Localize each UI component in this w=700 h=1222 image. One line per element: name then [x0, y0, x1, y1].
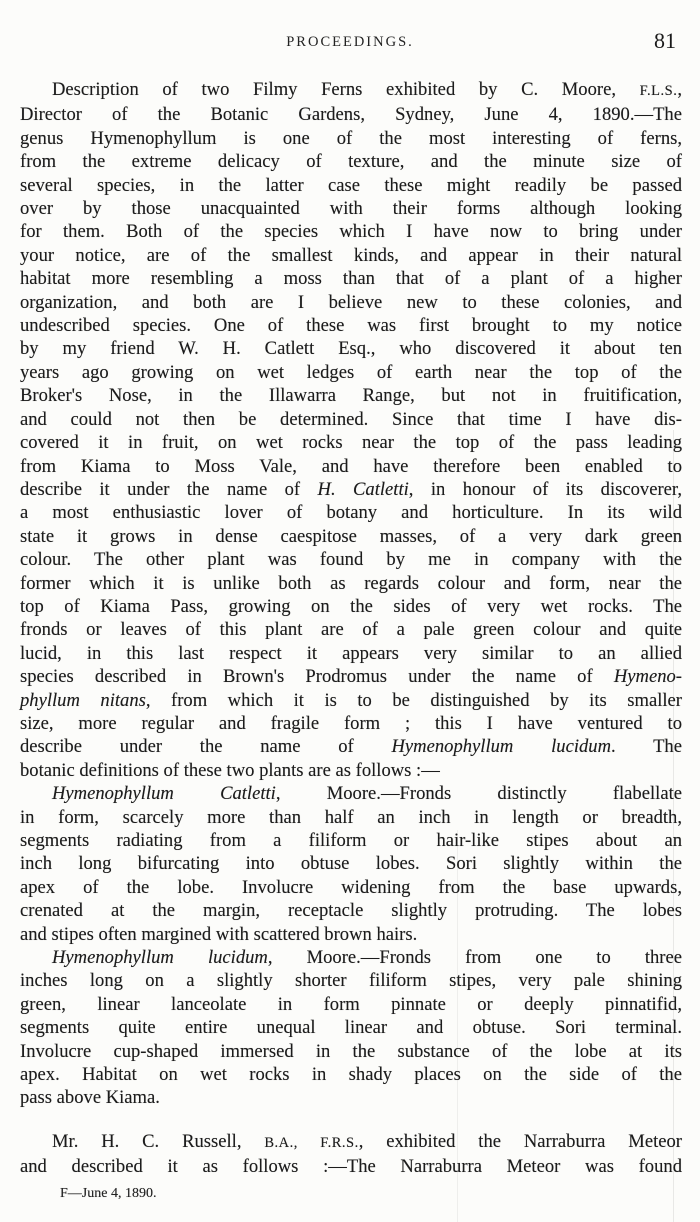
body-text: state it grows in dense caespitose masses, of a very dark green — [20, 525, 682, 547]
italic-text: phyllum nitans — [20, 689, 146, 711]
italic-text: Hymeno- — [613, 666, 682, 688]
text-line — [20, 78, 682, 103]
text-line — [20, 127, 682, 150]
italic-text: Hymenophyllum Catletti — [52, 783, 276, 805]
italic-text: Hymenophyllum lucidum — [391, 736, 612, 758]
body-text: a most enthusiastic lover of botany and horticulture. In its wild — [20, 502, 682, 524]
body-text: inch long bifurcating into obtuse lobes. Sori slightly within the — [20, 853, 682, 875]
page-body — [20, 78, 682, 1179]
scan-artifact-line — [673, 430, 674, 1222]
running-title: PROCEEDINGS. — [286, 34, 414, 50]
text-line — [20, 478, 682, 501]
body-text: years ago growing on wet ledges of earth near the top of the — [20, 361, 682, 383]
text-line — [20, 1086, 682, 1109]
body-text: botanic definitions of these two plants are as follows :— — [20, 759, 440, 781]
text-line — [20, 1063, 682, 1086]
text-line — [20, 501, 682, 524]
body-text: , in honour of its discoverer, — [408, 478, 682, 500]
body-text: for them. Both of the species which I have now to bring under — [20, 221, 682, 243]
body-text: and described it as follows :—The Narraburra Meteor was found — [20, 1156, 682, 1178]
body-text: fronds or leaves of this plant are of a pale green colour and quite — [20, 619, 682, 641]
text-line — [20, 314, 682, 337]
text-line — [20, 197, 682, 220]
text-line — [20, 759, 682, 782]
text-line — [20, 876, 682, 899]
text-line — [20, 572, 682, 595]
text-line — [20, 735, 682, 758]
body-text: pass above Kiama. — [20, 1087, 160, 1109]
body-text: covered it in fruit, on wet rocks near the top of the pass leading — [20, 432, 682, 454]
text-line — [20, 1130, 682, 1155]
body-text: Description of two Filmy Ferns exhibited by C. Moore, — [52, 79, 640, 100]
body-text: lucid, in this last respect it appears very similar to an allied — [20, 642, 682, 664]
scan-artifact-line — [457, 830, 458, 1222]
small-caps-text: B.A., F.R.S. — [264, 1134, 359, 1151]
body-text: over by those unacquainted with their forms although looking — [20, 198, 682, 220]
small-caps-text: F.L.S. — [639, 83, 678, 99]
text-line — [20, 1016, 682, 1039]
text-line — [20, 782, 682, 805]
paragraph — [20, 1130, 682, 1179]
body-text: . The — [611, 736, 682, 758]
text-line — [20, 946, 682, 969]
text-line — [20, 923, 682, 946]
body-text: , — [677, 79, 682, 100]
body-text: crenated at the margin, receptacle slightly protruding. The lobes — [20, 900, 682, 922]
paragraph — [20, 78, 682, 782]
page-footer — [60, 1186, 156, 1202]
body-text: Involucre cup-shaped immersed in the substance of the lobe at its — [20, 1040, 682, 1062]
body-text: in form, scarcely more than half an inch in length or breadth, — [20, 806, 682, 828]
body-text: and could not then be determined. Since that time I have dis- — [20, 408, 682, 430]
text-line — [20, 384, 682, 407]
printer-signature: F—June 4, 1890. — [60, 1186, 157, 1201]
text-line — [20, 291, 682, 314]
body-text: Mr. H. C. Russell, — [52, 1130, 265, 1152]
text-line — [20, 1040, 682, 1063]
body-text: top of Kiama Pass, growing on the sides of very wet rocks. The — [20, 595, 682, 617]
body-text: size, more regular and fragile form ; this I have ventured to — [20, 712, 682, 734]
text-line — [20, 244, 682, 267]
body-text: and stipes often margined with scattered brown hairs. — [20, 923, 418, 945]
text-line — [20, 665, 682, 688]
body-text: several species, in the latter case these might readily be passed — [20, 174, 682, 196]
body-text: former which it is unlike both as regards colour and form, near the — [20, 572, 682, 594]
text-line — [20, 993, 682, 1016]
body-text: by my friend W. H. Catlett Esq., who discovered it about ten — [20, 338, 682, 360]
body-text: species described in Brown's Prodromus under the name of — [20, 666, 614, 688]
text-line — [20, 220, 682, 243]
body-text: genus Hymenophyllum is one of the most interesting of ferns, — [20, 127, 682, 149]
body-text: segments radiating from a filiform or hair-like stipes about an — [20, 830, 682, 851]
text-line — [20, 689, 682, 712]
text-line — [20, 806, 682, 829]
body-text: segments quite entire unequal linear and obtuse. Sori terminal. — [20, 1017, 682, 1039]
text-line — [20, 408, 682, 431]
text-line — [20, 103, 682, 126]
body-text: colour. The other plant was found by me in company with the — [20, 549, 682, 571]
text-line — [20, 150, 682, 173]
text-line — [20, 969, 682, 992]
body-text: your notice, are of the smallest kinds, and appear in their natural — [20, 244, 682, 266]
text-line — [20, 1155, 682, 1178]
body-text: apex. Habitat on wet rocks in shady places on the side of the — [20, 1064, 682, 1086]
body-text: describe it under the name of — [20, 478, 318, 500]
page-header — [0, 28, 700, 58]
body-text: , from which it is to be distinguished by its smaller — [145, 689, 682, 711]
body-text: undescribed species. One of these was first brought to my notice — [20, 315, 682, 337]
paragraph — [20, 946, 682, 1110]
body-text: green, linear lanceolate in form pinnate or deeply pinnatifid, — [20, 993, 682, 1015]
text-line — [20, 525, 682, 548]
text-line — [20, 455, 682, 478]
body-text: organization, and both are I believe new to these colonies, and — [20, 291, 682, 313]
body-text: , exhibited the Narraburra Meteor — [358, 1130, 682, 1152]
text-line — [20, 618, 682, 641]
body-text: Director of the Botanic Gardens, Sydney, June 4, 1890.—The — [20, 104, 682, 126]
page-number: 81 — [654, 28, 676, 53]
italic-text: H. Catletti — [317, 478, 409, 500]
text-line — [20, 899, 682, 922]
body-text: Broker's Nose, in the Illawarra Range, but not in fruitification, — [20, 385, 682, 407]
body-text: inches long on a slightly shorter filiform stipes, very pale shining — [20, 970, 682, 992]
body-text: from Kiama to Moss Vale, and have therefore been enabled to — [20, 455, 682, 477]
body-text: from the extreme delicacy of texture, and the minute size of — [20, 151, 682, 173]
body-text: describe under the name of — [20, 736, 392, 758]
body-text: habitat more resembling a moss than that of a plant of a higher — [20, 268, 682, 290]
body-text: apex of the lobe. Involucre widening from the base upwards, — [20, 876, 682, 898]
body-text: , Moore.—Fronds distinctly flabellate — [275, 783, 682, 805]
text-line — [20, 712, 682, 735]
body-text: , Moore.—Fronds from one to three — [267, 947, 682, 969]
italic-text: Hymenophyllum lucidum — [52, 947, 268, 969]
text-line — [20, 361, 682, 384]
text-line — [20, 829, 682, 852]
text-line — [20, 642, 682, 665]
text-line — [20, 852, 682, 875]
text-line — [20, 267, 682, 290]
text-line — [20, 337, 682, 360]
paragraph — [20, 782, 682, 946]
text-line — [20, 174, 682, 197]
text-line — [20, 548, 682, 571]
text-line — [20, 595, 682, 618]
text-line — [20, 431, 682, 454]
